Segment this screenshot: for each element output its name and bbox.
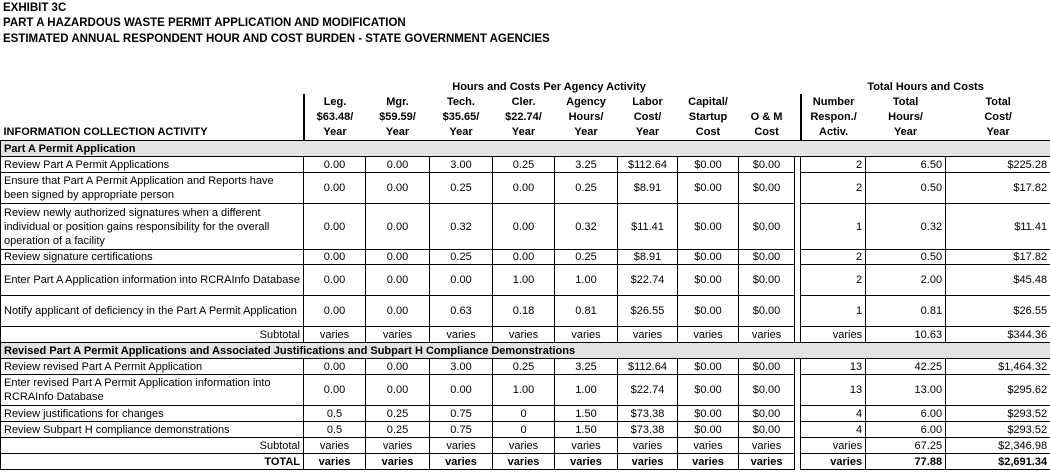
table-cell: $0.00 bbox=[739, 173, 795, 204]
column-header-line: Hours/ bbox=[568, 111, 604, 123]
table-cell: $0.00 bbox=[739, 296, 795, 327]
column-header-line: Total bbox=[892, 96, 919, 108]
table-cell: $0.00 bbox=[678, 422, 739, 438]
table-cell: 0.00 bbox=[493, 250, 555, 265]
activity-label: Review newly authorized signatures when a different individual or position gains responsibility for the overall operation of a facility bbox=[1, 204, 304, 250]
table-cell: 0.00 bbox=[304, 157, 366, 173]
table-cell: 1.00 bbox=[493, 265, 555, 296]
table-row bbox=[1, 422, 1050, 438]
activity-label: Review revised Part A Permit Application bbox=[1, 359, 304, 375]
group-agency-activity: Hours and Costs Per Agency Activity bbox=[452, 81, 646, 93]
table-cell: 1.00 bbox=[555, 265, 618, 296]
column-header-line: Number bbox=[812, 96, 855, 108]
column-header-line: Cler. bbox=[511, 96, 536, 108]
table-cell: 0.63 bbox=[430, 296, 493, 327]
table-cell: 0.00 bbox=[304, 250, 366, 265]
table-cell: $2,346.98 bbox=[946, 438, 1050, 454]
table-row bbox=[1, 250, 1050, 265]
table-cell: 6.00 bbox=[866, 422, 946, 438]
page-title: PART A HAZARDOUS WASTE PERMIT APPLICATION AND MODIFICATION bbox=[3, 17, 406, 29]
table-cell: 2 bbox=[801, 173, 866, 204]
table-cell: 13.00 bbox=[866, 375, 946, 406]
table-cell: varies bbox=[366, 454, 430, 470]
table-cell: varies bbox=[618, 438, 678, 454]
table-cell: varies bbox=[739, 327, 795, 343]
column-header-row bbox=[1, 94, 1050, 141]
column-header-line: Year bbox=[385, 126, 410, 138]
table-cell: varies bbox=[493, 438, 555, 454]
column-header-line: Year bbox=[323, 126, 347, 138]
table-cell: 0.00 bbox=[366, 157, 430, 173]
table-cell: 2 bbox=[801, 265, 866, 296]
table-cell: 0.25 bbox=[493, 157, 555, 173]
table-cell: 0.00 bbox=[366, 173, 430, 204]
table-cell: 0.5 bbox=[304, 406, 366, 422]
table-cell: 0.25 bbox=[555, 250, 618, 265]
column-header-activity: INFORMATION COLLECTION ACTIVITY bbox=[1, 94, 304, 141]
table-cell: 2 bbox=[801, 157, 866, 173]
table-cell: varies bbox=[801, 454, 866, 470]
table-cell: 0.25 bbox=[366, 422, 430, 438]
table-cell: 3.00 bbox=[430, 359, 493, 375]
table-cell: 0.18 bbox=[493, 296, 555, 327]
table-row bbox=[1, 375, 1050, 406]
column-header-total-hours bbox=[866, 94, 946, 141]
table-cell: 3.00 bbox=[430, 157, 493, 173]
table-cell: $112.64 bbox=[618, 157, 678, 173]
column-header-line: Year bbox=[574, 126, 598, 138]
table-cell: 0.00 bbox=[304, 359, 366, 375]
column-header-line: Capital/ bbox=[688, 96, 728, 108]
table-cell: 13 bbox=[801, 375, 866, 406]
subtotal-label: Subtotal bbox=[1, 438, 304, 454]
table-cell: varies bbox=[493, 327, 555, 343]
table-cell: varies bbox=[678, 454, 739, 470]
column-header-line: Tech. bbox=[447, 96, 475, 108]
table-cell: $0.00 bbox=[739, 265, 795, 296]
table-cell: 0.81 bbox=[555, 296, 618, 327]
table-cell: $0.00 bbox=[678, 296, 739, 327]
table-cell: varies bbox=[493, 454, 555, 470]
table-cell: $26.55 bbox=[946, 296, 1050, 327]
table-cell: 0.00 bbox=[304, 265, 366, 296]
table-cell: 0.00 bbox=[430, 265, 493, 296]
column-header-line: Total bbox=[985, 96, 1011, 108]
table-cell: $8.91 bbox=[618, 250, 678, 265]
column-header-line: Year bbox=[986, 126, 1010, 138]
table-row bbox=[1, 173, 1050, 204]
table-cell: 1.00 bbox=[555, 375, 618, 406]
column-header-cler bbox=[493, 94, 555, 141]
subtotal-row bbox=[1, 327, 1050, 343]
table-cell: 4 bbox=[801, 406, 866, 422]
table-cell: 10.63 bbox=[866, 327, 946, 343]
table-cell: $2,691.34 bbox=[946, 454, 1050, 470]
group-total-hours-costs: Total Hours and Costs bbox=[867, 81, 984, 93]
table-cell: varies bbox=[366, 438, 430, 454]
table-cell: varies bbox=[555, 438, 618, 454]
table-cell: $0.00 bbox=[739, 406, 795, 422]
activity-label: Enter Part A Application information into RCRAInfo Database bbox=[1, 265, 304, 296]
column-header-line bbox=[742, 95, 792, 110]
table-cell: 0.75 bbox=[430, 406, 493, 422]
table-cell: varies bbox=[678, 438, 739, 454]
table-cell: 0.00 bbox=[493, 204, 555, 250]
table-cell: 0.25 bbox=[493, 359, 555, 375]
table-cell: $0.00 bbox=[739, 204, 795, 250]
table-cell: $0.00 bbox=[678, 173, 739, 204]
table-cell: 2.00 bbox=[866, 265, 946, 296]
table-cell: $0.00 bbox=[678, 375, 739, 406]
table-cell: $293.52 bbox=[946, 406, 1050, 422]
table-cell: varies bbox=[555, 454, 618, 470]
section-title: Part A Permit Application bbox=[1, 141, 1050, 157]
table-cell: 0.50 bbox=[866, 250, 946, 265]
table-cell: $0.00 bbox=[739, 359, 795, 375]
table-cell: 0.00 bbox=[493, 173, 555, 204]
table-cell: 0.00 bbox=[304, 204, 366, 250]
activity-label: Notify applicant of deficiency in the Part A Permit Application bbox=[1, 296, 304, 327]
table-cell: $0.00 bbox=[678, 406, 739, 422]
table-cell: 0.5 bbox=[304, 422, 366, 438]
column-header-line: Year bbox=[511, 126, 536, 138]
table-cell: varies bbox=[304, 327, 366, 343]
burden-table bbox=[0, 80, 1050, 470]
column-header-om bbox=[739, 94, 795, 141]
table-cell: 3.25 bbox=[555, 157, 618, 173]
table-cell: 0.00 bbox=[366, 375, 430, 406]
subtotal-row bbox=[1, 438, 1050, 454]
table-cell: 3.25 bbox=[555, 359, 618, 375]
column-header-line: Cost bbox=[695, 126, 721, 138]
section-header-row bbox=[1, 141, 1050, 157]
table-cell: $295.62 bbox=[946, 375, 1050, 406]
table-cell: 1.50 bbox=[555, 422, 618, 438]
table-cell: $112.64 bbox=[618, 359, 678, 375]
column-header-line: $35.65/ bbox=[442, 111, 480, 123]
table-cell: 1 bbox=[801, 296, 866, 327]
table-cell: $73.38 bbox=[618, 406, 678, 422]
table-cell: 42.25 bbox=[866, 359, 946, 375]
table-row bbox=[1, 265, 1050, 296]
column-header-capital bbox=[678, 94, 739, 141]
column-header-line: Year bbox=[635, 126, 660, 138]
table-cell: varies bbox=[555, 327, 618, 343]
table-cell: 0.32 bbox=[555, 204, 618, 250]
column-header-line: Hours/ bbox=[888, 111, 923, 123]
table-cell: 2 bbox=[801, 250, 866, 265]
table-cell: $1,464.32 bbox=[946, 359, 1050, 375]
column-header-total-cost bbox=[946, 94, 1050, 141]
column-header-line: Startup bbox=[688, 111, 728, 123]
table-cell: $45.48 bbox=[946, 265, 1050, 296]
table-cell: varies bbox=[430, 438, 493, 454]
table-cell: $11.41 bbox=[618, 204, 678, 250]
table-cell: 0.00 bbox=[366, 296, 430, 327]
activity-label: Enter revised Part A Permit Application information into RCRAInfo Database bbox=[1, 375, 304, 406]
table-cell: 0.25 bbox=[430, 250, 493, 265]
table-cell: $22.74 bbox=[618, 375, 678, 406]
table-cell: $0.00 bbox=[739, 157, 795, 173]
table-cell: 6.00 bbox=[866, 406, 946, 422]
table-cell: 0.25 bbox=[430, 173, 493, 204]
table-cell: varies bbox=[304, 438, 366, 454]
table-cell: $11.41 bbox=[946, 204, 1050, 250]
column-header-mgr bbox=[366, 94, 430, 141]
table-cell: 0 bbox=[493, 406, 555, 422]
table-cell: varies bbox=[366, 327, 430, 343]
table-cell: $344.36 bbox=[946, 327, 1050, 343]
table-cell: 1 bbox=[801, 204, 866, 250]
column-header-leg bbox=[304, 94, 366, 141]
table-cell: varies bbox=[618, 454, 678, 470]
table-cell: 0.00 bbox=[366, 359, 430, 375]
table-cell: varies bbox=[739, 454, 795, 470]
table-cell: 1.50 bbox=[555, 406, 618, 422]
table-row bbox=[1, 204, 1050, 250]
column-header-labor-cost bbox=[618, 94, 678, 141]
column-header-line: Labor bbox=[632, 96, 663, 108]
table-row bbox=[1, 296, 1050, 327]
table-cell: 0.00 bbox=[304, 296, 366, 327]
column-header-line: $59.59/ bbox=[379, 111, 416, 123]
table-cell: $225.28 bbox=[946, 157, 1050, 173]
column-header-agency-hours bbox=[555, 94, 618, 141]
activity-label: Review justifications for changes bbox=[1, 406, 304, 422]
table-cell: $17.82 bbox=[946, 173, 1050, 204]
table-row bbox=[1, 359, 1050, 375]
table-cell: 0.32 bbox=[430, 204, 493, 250]
table-cell: $293.52 bbox=[946, 422, 1050, 438]
table-cell: 0.81 bbox=[866, 296, 946, 327]
column-header-line: $22.74/ bbox=[505, 111, 542, 123]
exhibit-label: EXHIBIT 3C bbox=[3, 2, 67, 14]
column-header-line: Mgr. bbox=[386, 96, 409, 108]
table-cell: 0.00 bbox=[304, 173, 366, 204]
table-cell: 6.50 bbox=[866, 157, 946, 173]
table-cell: $22.74 bbox=[618, 265, 678, 296]
table-row bbox=[1, 157, 1050, 173]
column-header-line: Year bbox=[893, 126, 918, 138]
table-cell: 0.00 bbox=[366, 250, 430, 265]
table-cell: varies bbox=[430, 327, 493, 343]
column-header-line: O & M bbox=[750, 111, 783, 123]
table-cell: 13 bbox=[801, 359, 866, 375]
table-cell: 0.00 bbox=[366, 265, 430, 296]
table-cell: 0.00 bbox=[366, 204, 430, 250]
table-cell: $0.00 bbox=[739, 422, 795, 438]
table-cell: $0.00 bbox=[678, 204, 739, 250]
table-cell: $26.55 bbox=[618, 296, 678, 327]
activity-label: Review signature certifications bbox=[1, 250, 304, 265]
total-label: TOTAL bbox=[1, 454, 304, 470]
activity-label: Review Subpart H compliance demonstrations bbox=[1, 422, 304, 438]
table-cell: $0.00 bbox=[678, 359, 739, 375]
column-header-line: Cost bbox=[754, 126, 779, 138]
page-subtitle: ESTIMATED ANNUAL RESPONDENT HOUR AND COST BURDEN - STATE GOVERNMENT AGENCIES bbox=[3, 33, 550, 45]
column-header-number bbox=[801, 94, 866, 141]
table-cell: 77.88 bbox=[866, 454, 946, 470]
column-header-tech bbox=[430, 94, 493, 141]
column-header-line: Cost/ bbox=[984, 111, 1012, 123]
table-cell: varies bbox=[801, 438, 866, 454]
table-cell: varies bbox=[739, 438, 795, 454]
total-row bbox=[1, 454, 1050, 470]
table-cell: 0.25 bbox=[555, 173, 618, 204]
table-cell: $0.00 bbox=[739, 375, 795, 406]
table-row bbox=[1, 406, 1050, 422]
table-cell: 0.32 bbox=[866, 204, 946, 250]
activity-label: Ensure that Part A Permit Application and Reports have been signed by appropriate person bbox=[1, 173, 304, 204]
column-header-line: Cost/ bbox=[633, 111, 662, 123]
section-header-row bbox=[1, 343, 1050, 359]
column-header-line: Agency bbox=[566, 96, 606, 108]
table-cell: varies bbox=[678, 327, 739, 343]
table-cell: varies bbox=[430, 454, 493, 470]
table-cell: $17.82 bbox=[946, 250, 1050, 265]
table-cell: $8.91 bbox=[618, 173, 678, 204]
column-header-line: Year bbox=[449, 126, 473, 138]
activity-label: Review Part A Permit Applications bbox=[1, 157, 304, 173]
column-header-line: $63.48/ bbox=[316, 111, 354, 123]
table-cell: 4 bbox=[801, 422, 866, 438]
table-cell: 0.00 bbox=[304, 375, 366, 406]
table-cell: 0.25 bbox=[366, 406, 430, 422]
table-cell: 67.25 bbox=[866, 438, 946, 454]
table-cell: $0.00 bbox=[678, 265, 739, 296]
group-header-row bbox=[1, 80, 1050, 94]
table-cell: 0 bbox=[493, 422, 555, 438]
table-cell: $0.00 bbox=[678, 250, 739, 265]
column-header-line: Activ. bbox=[819, 126, 849, 138]
table-cell: varies bbox=[304, 454, 366, 470]
column-header-line: Leg. bbox=[323, 96, 347, 108]
table-cell: 0.50 bbox=[866, 173, 946, 204]
table-cell: $0.00 bbox=[739, 250, 795, 265]
table-cell: 0.00 bbox=[430, 375, 493, 406]
table-cell: 1.00 bbox=[493, 375, 555, 406]
column-header-line: Respon./ bbox=[810, 111, 857, 123]
table-cell: 0.75 bbox=[430, 422, 493, 438]
subtotal-label: Subtotal bbox=[1, 327, 304, 343]
table-cell: varies bbox=[618, 327, 678, 343]
table-cell: varies bbox=[801, 327, 866, 343]
table-cell: $0.00 bbox=[678, 157, 739, 173]
table-cell: $73.38 bbox=[618, 422, 678, 438]
section-title: Revised Part A Permit Applications and Associated Justifications and Subpart H Compliance Demonstrations bbox=[1, 343, 1050, 359]
